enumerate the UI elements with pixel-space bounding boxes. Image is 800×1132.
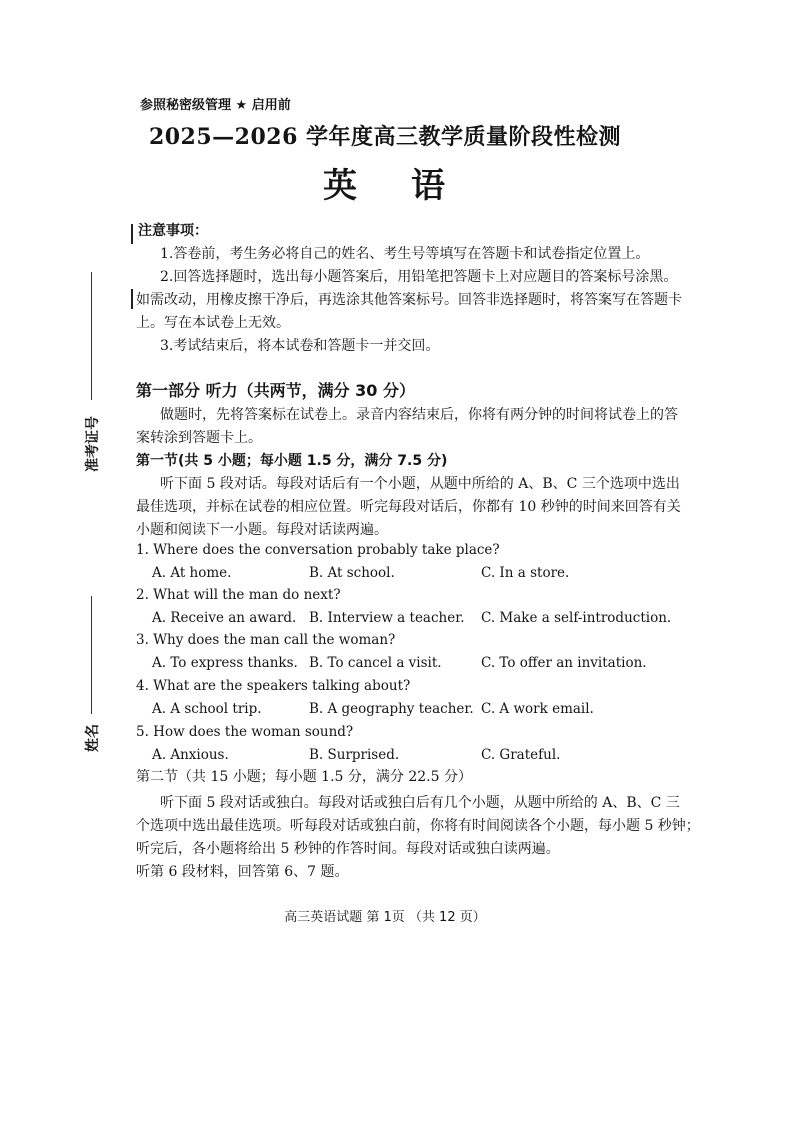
- section1-heading: 第一节(共 5 小题；每小题 1.5 分，满分 7.5 分): [136, 453, 448, 469]
- name-line: [91, 596, 92, 714]
- classification-note: 参照秘密级管理 ★ 启用前: [140, 98, 291, 113]
- material-note: 听第 6 段材料，回答第 6、7 题。: [136, 864, 349, 880]
- question-3-option-a: A. To express thanks.: [152, 655, 298, 671]
- section2-directions-line-3: 听完后，各小题将给出 5 秒钟的作答时间。每段对话或独白读两遍。: [136, 841, 560, 857]
- exam-id-label: 准考证号: [85, 416, 101, 472]
- subject-title: [0, 158, 770, 207]
- notice-item-2-line-1: 2.回答选择题时，选出每小题答案后，用铅笔把答题卡上对应题目的答案标号涂黑。: [160, 269, 678, 285]
- part1-directions-line-2: 案转涂到答题卡上。: [136, 430, 262, 446]
- page-footer: 高三英语试题 第 1页 （共 12 页）: [284, 910, 486, 925]
- question-2-option-c: C. Make a self-introduction.: [481, 610, 672, 626]
- notice-item-3: 3.考试结束后，将本试卷和答题卡一并交回。: [160, 338, 440, 354]
- name-label: 姓名: [85, 724, 101, 752]
- notice-heading: 注意事项：: [138, 223, 208, 239]
- question-2: 2. What will the man do next?: [136, 587, 341, 603]
- notice-item-2-line-2: 如需改动，用橡皮擦干净后，再选涂其他答案标号。回答非选择题时，将答案写在答题卡: [136, 292, 682, 308]
- question-5: 5. How does the woman sound?: [136, 724, 354, 740]
- section2-directions-line-1: 听下面 5 段对话或独白。每段对话或独白后有几个小题，从题中所给的 A、B、C 三: [160, 795, 680, 811]
- section2-directions-line-2: 个选项中选出最佳选项。听每段对话或独白前，你将有时间阅读各个小题，每小题 5 秒钟；: [136, 818, 700, 834]
- question-5-option-c: C. Grateful.: [481, 747, 561, 763]
- section1-directions-line-1: 听下面 5 段对话。每段对话后有一个小题，从题中所给的 A、B、C 三个选项中选出: [160, 476, 680, 492]
- section1-directions-line-3: 小题和阅读下一小题。每段对话读两遍。: [136, 522, 388, 538]
- exam-title: 2025—2026 学年度高三教学质量阶段性检测: [148, 124, 622, 150]
- margin-mark: [131, 224, 133, 244]
- part1-heading: 第一部分 听力（共两节，满分 30 分）: [136, 381, 415, 400]
- subject-char-2: 语: [411, 166, 447, 206]
- question-1-option-b: B. At school.: [309, 565, 395, 581]
- section1-directions-line-2: 最佳选项，并标在试卷的相应位置。听完每段对话后，你都有 10 秒钟的时间来回答有关: [136, 499, 681, 515]
- question-1-option-a: A. At home.: [152, 565, 232, 581]
- question-3: 3. Why does the man call the woman?: [136, 632, 396, 648]
- question-5-option-a: A. Anxious.: [152, 747, 229, 763]
- question-3-option-c: C. To offer an invitation.: [481, 655, 647, 671]
- part1-directions-line-1: 做题时，先将答案标在试卷上。录音内容结束后，你将有两分钟的时间将试卷上的答: [160, 407, 678, 423]
- question-4-option-a: A. A school trip.: [152, 701, 262, 717]
- question-1: 1. Where does the conversation probably take place?: [136, 542, 500, 558]
- exam-id-line: [91, 272, 92, 400]
- question-2-option-a: A. Receive an award.: [152, 610, 297, 626]
- question-5-option-b: B. Surprised.: [309, 747, 400, 763]
- question-3-option-b: B. To cancel a visit.: [309, 655, 442, 671]
- question-4-option-b: B. A geography teacher.: [309, 701, 474, 717]
- question-2-option-b: B. Interview a teacher.: [309, 610, 465, 626]
- question-4-option-c: C. A work email.: [481, 701, 594, 717]
- notice-item-1: 1.答卷前，考生务必将自己的姓名、考生号等填写在答题卡和试卷指定位置上。: [160, 246, 650, 262]
- notice-item-2-line-3: 上。写在本试卷上无效。: [136, 315, 290, 331]
- subject-char-1: 英: [323, 166, 359, 206]
- question-1-option-c: C. In a store.: [481, 565, 570, 581]
- question-4: 4. What are the speakers talking about?: [136, 678, 411, 694]
- section2-heading: 第二节（共 15 小题；每小题 1.5 分，满分 22.5 分）: [136, 769, 472, 785]
- margin-mark: [131, 289, 133, 309]
